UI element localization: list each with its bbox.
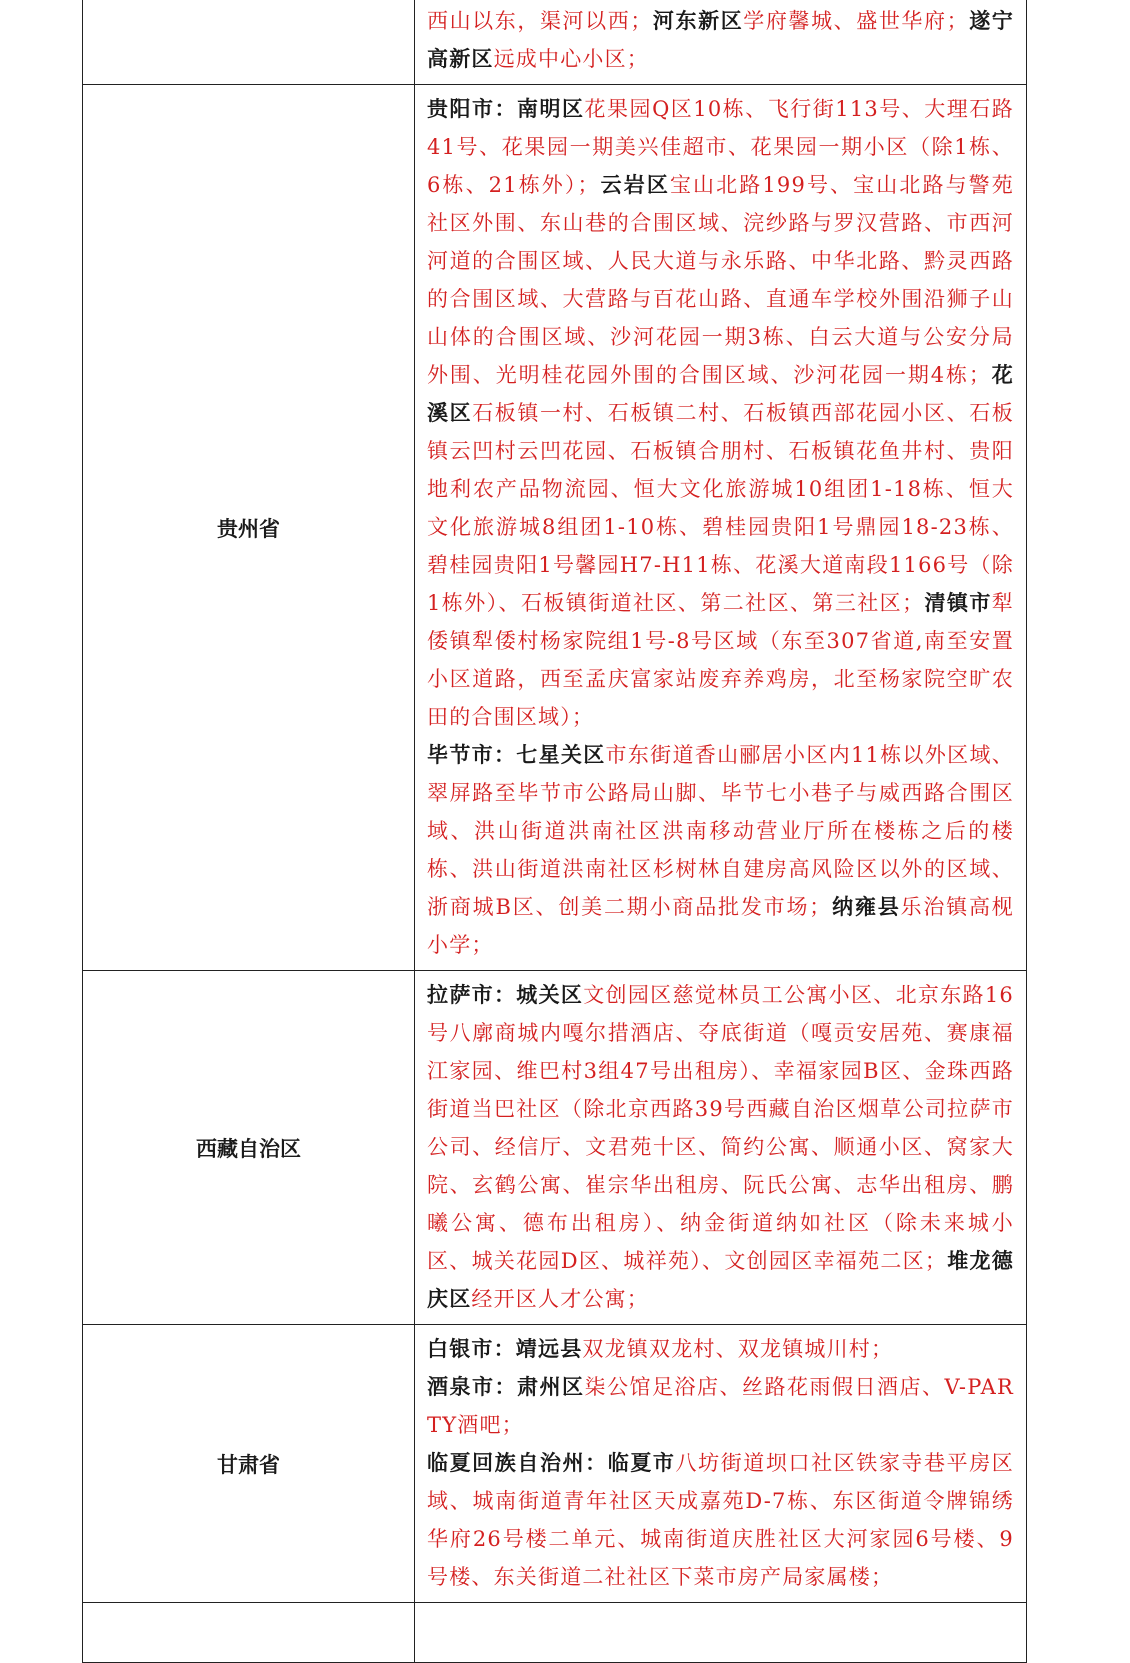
place-name: 清镇市 <box>924 591 992 615</box>
area-list: 柒公馆足浴店、丝路花雨假日酒店、V-PARTY酒吧； <box>427 1375 1014 1437</box>
place-name: 毕节市：七星关区 <box>427 743 606 767</box>
province-cell: 西藏自治区 <box>83 971 415 1325</box>
province-cell: 甘肃省 <box>83 1325 415 1603</box>
area-list: 文创园区慈觉林员工公寓小区、北京东路16号八廓商城内嘎尔措酒店、夺底街道（嘎贡安居苑、赛康福江家园、维巴村3组47号出租房）、幸福家园B区、金珠西路街道当巴社区（除北京西路39号西藏自治区烟草公司拉萨市公司、经信厅、文君苑十区、简约公寓、顺通小区、窝家大院、玄鹤公寓、崔宗华出租房、阮氏公寓、志华出租房、鹏曦公寓、德布出租房）、纳金街道纳如社区（除未来城小区、城关花园D区、城祥苑）、文创园区幸福苑二区； <box>427 983 1014 1273</box>
area-list: 西山以东，渠河以西； <box>427 9 653 33</box>
place-name: 遂宁高新区 <box>427 9 1015 71</box>
area-list: 乐治镇高枧小学； <box>427 895 1015 957</box>
place-name: 纳雍县 <box>831 895 901 919</box>
area-paragraph <box>427 1444 1014 1596</box>
area-list: 学府馨城、盛世华府； <box>743 9 969 33</box>
province-cell <box>83 0 415 85</box>
area-list: 八坊街道坝口社区铁家寺巷平房区域、城南街道青年社区天成嘉苑D-7栋、东区街道令牌锦绣华府26号楼二单元、城南街道庆胜社区大河家园6号楼、9号楼、东关街道二社社区下菜市房产局家属楼； <box>427 1451 1015 1589</box>
table-row <box>83 1325 1027 1603</box>
place-name: 河东新区 <box>652 9 744 33</box>
area-list: 犁倭镇犁倭村杨家院组1号-8号区域（东至307省道,南至安置小区道路，西至孟庆富家站废弃养鸡房，北至杨家院空旷农田的合围区域）； <box>427 591 1014 729</box>
place-name: 临夏回族自治州：临夏市 <box>427 1451 676 1475</box>
table-body <box>83 0 1027 1663</box>
area-list: 宝山北路199号、宝山北路与警苑社区外围、东山巷的合围区域、浣纱路与罗汉营路、市西河河道的合围区域、人民大道与永乐路、中华北路、黔灵西路的合围区域、大营路与百花山路、直通车学校外围沿狮子山山体的合围区域、沙河花园一期3栋、白云大道与公安分局外围、光明桂花园外围的合围区域、沙河花园一期4栋； <box>427 173 1014 387</box>
place-name: 酒泉市：肃州区 <box>427 1375 585 1399</box>
area-list: 市东街道香山郦居小区内11栋以外区域、翠屏路至毕节市公路局山脚、毕节七小巷子与威西路合围区域、洪山街道洪南社区洪南移动营业厅所在楼栋之后的楼栋、洪山街道洪南社区杉树林自建房高风险区以外的区域、浙商城B区、创美二期小商品批发市场； <box>427 743 1014 919</box>
area-paragraph <box>427 1330 1014 1368</box>
area-paragraph <box>427 736 1014 964</box>
risk-area-table <box>82 0 1027 1663</box>
area-paragraph <box>427 90 1014 736</box>
province-cell <box>83 1603 415 1663</box>
area-list: 双龙镇双龙村、双龙镇城川村； <box>582 1337 894 1361</box>
place-name: 贵阳市：南明区 <box>427 97 585 121</box>
place-name: 云岩区 <box>599 173 670 197</box>
areas-cell <box>415 1603 1027 1663</box>
table-row <box>83 0 1027 85</box>
areas-cell <box>415 971 1027 1325</box>
province-cell: 贵州省 <box>83 85 415 971</box>
areas-cell <box>415 0 1027 85</box>
table-row <box>83 1603 1027 1663</box>
area-paragraph <box>427 2 1014 78</box>
areas-cell <box>415 1325 1027 1603</box>
area-list: 花果园Q区10栋、飞行街113号、大理石路41号、花果园一期美兴佳超市、花果园一期小区（除1栋、6栋、21栋外）； <box>427 97 1014 197</box>
area-list: 远成中心小区； <box>493 47 650 71</box>
place-name: 白银市：靖远县 <box>427 1337 583 1361</box>
area-paragraph <box>427 1368 1014 1444</box>
place-name: 堆龙德庆区 <box>427 1249 1014 1311</box>
area-paragraph <box>427 976 1014 1318</box>
table-row <box>83 971 1027 1325</box>
table-row <box>83 85 1027 971</box>
area-list: 石板镇一村、石板镇二村、石板镇西部花园小区、石板镇云凹村云凹花园、石板镇合朋村、石板镇花鱼井村、贵阳地利农产品物流园、恒大文化旅游城10组团1-18栋、恒大文化旅游城8组团1-10栋、碧桂园贵阳1号鼎园18-23栋、碧桂园贵阳1号馨园H7-H11栋、花溪大道南段1166号（除1栋外）、石板镇街道社区、第二社区、第三社区； <box>427 401 1014 615</box>
place-name: 拉萨市：城关区 <box>427 983 584 1007</box>
place-name: 花溪区 <box>427 363 1015 425</box>
area-list: 经开区人才公寓； <box>471 1287 650 1311</box>
areas-cell <box>415 85 1027 971</box>
